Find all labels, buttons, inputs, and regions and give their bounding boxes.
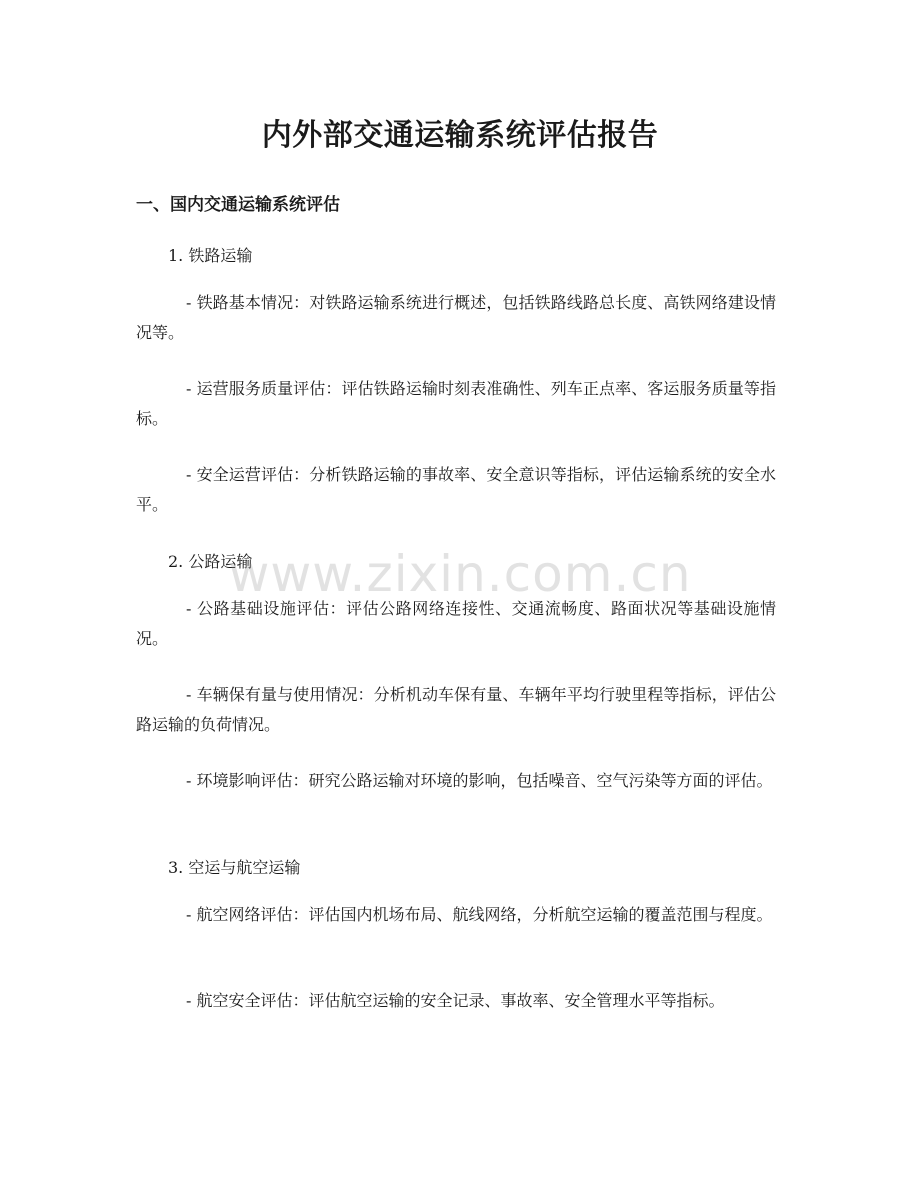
- paragraph-road-infrastructure: - 公路基础设施评估：评估公路网络连接性、交通流畅度、路面状况等基础设施情况。: [136, 599, 776, 648]
- watermark-text: www.zixin.com.cn: [228, 545, 692, 603]
- subheading-air: 3. 空运与航空运输: [168, 858, 301, 877]
- paragraph-air-network: - 航空网络评估：评估国内机场布局、航线网络，分析航空运输的覆盖范围与程度。: [186, 905, 773, 924]
- document-title: 内外部交通运输系统评估报告: [261, 118, 659, 153]
- paragraph-rail-service-quality: - 运营服务质量评估：评估铁路运输时刻表准确性、列车正点率、客运服务质量等指标。: [136, 379, 776, 428]
- subheading-rail: 1. 铁路运输: [168, 246, 253, 265]
- subheading-road: 2. 公路运输: [168, 552, 253, 571]
- paragraph-road-environment: - 环境影响评估：研究公路运输对环境的影响，包括噪音、空气污染等方面的评估。: [186, 771, 773, 790]
- section-heading-domestic: 一、国内交通运输系统评估: [136, 195, 340, 215]
- paragraph-rail-safety: - 安全运营评估：分析铁路运输的事故率、安全意识等指标，评估运输系统的安全水平。: [136, 465, 776, 514]
- paragraph-air-safety: - 航空安全评估：评估航空运输的安全记录、事故率、安全管理水平等指标。: [186, 991, 725, 1010]
- paragraph-rail-overview: - 铁路基本情况：对铁路运输系统进行概述，包括铁路线路总长度、高铁网络建设情况等。: [136, 293, 776, 342]
- paragraph-road-vehicles: - 车辆保有量与使用情况：分析机动车保有量、车辆年平均行驶里程等指标，评估公路运输的负荷情况。: [136, 685, 776, 734]
